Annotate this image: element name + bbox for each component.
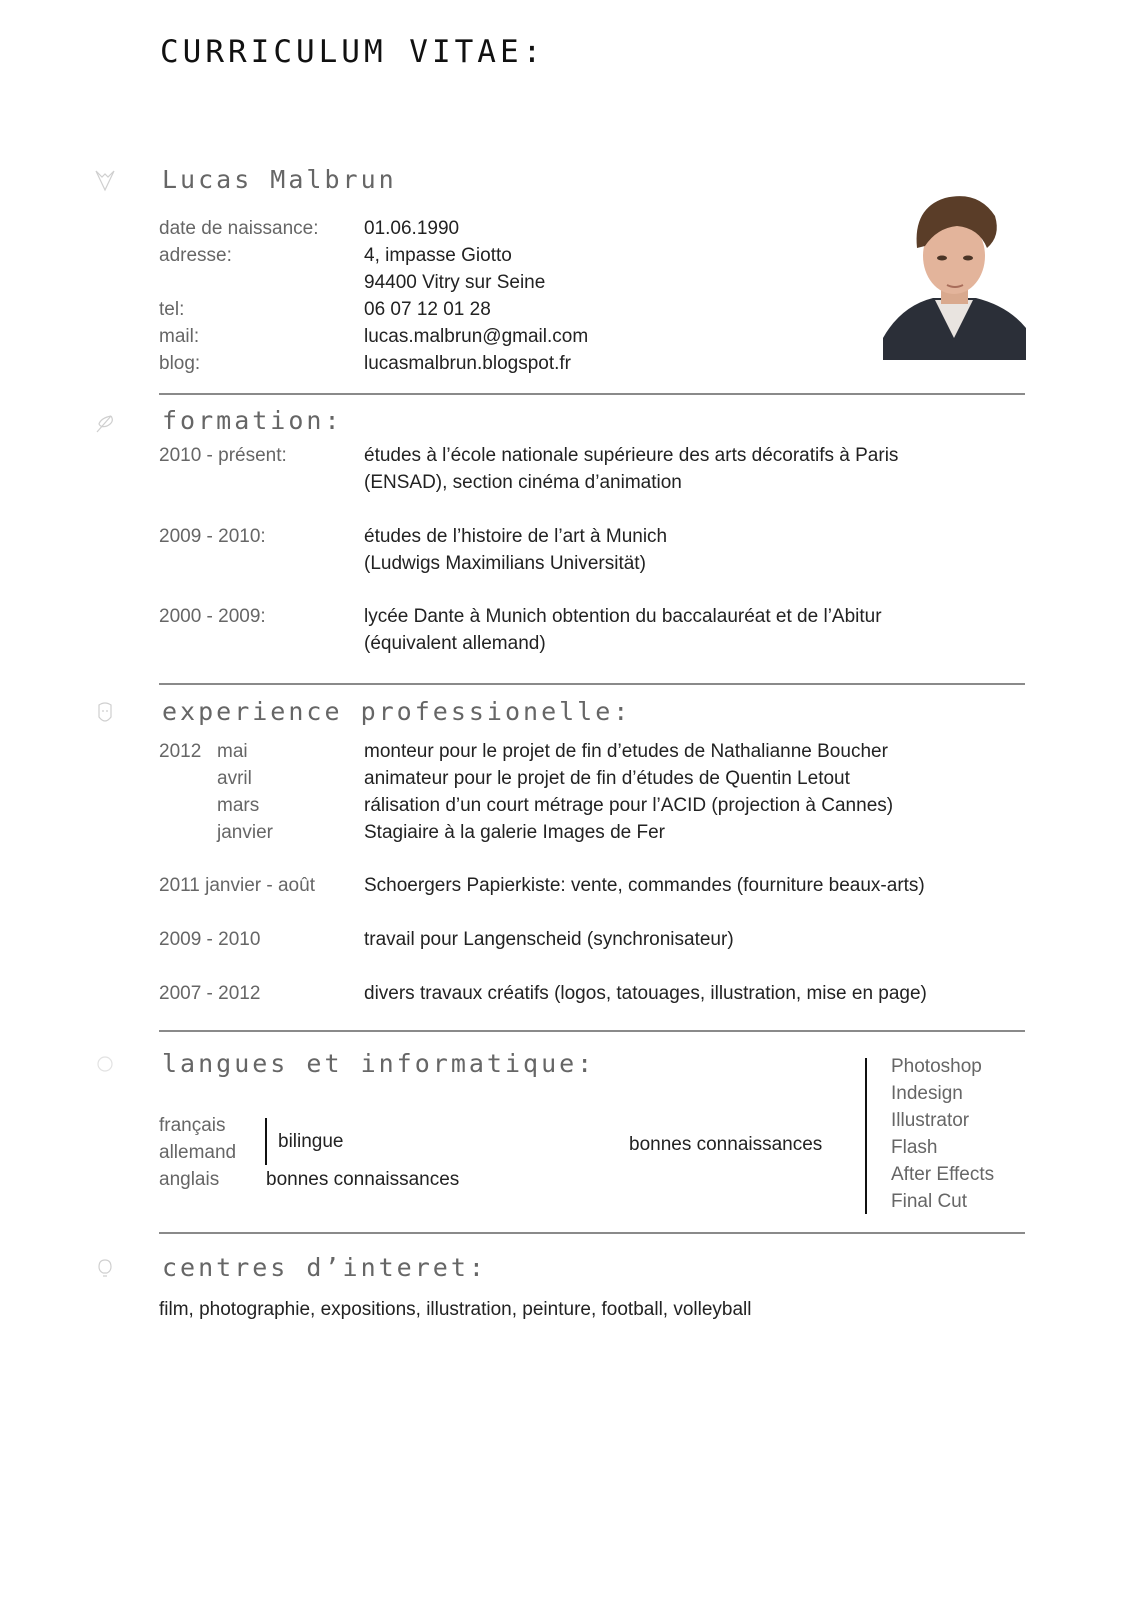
formation-desc-line1: études de l’histoire de l’art à Munich	[364, 526, 668, 547]
formation-date: 2009 - 2010:	[159, 526, 266, 547]
experience-desc: travail pour Langenscheid (synchronisateur)	[364, 929, 734, 950]
language-german: allemand	[159, 1142, 237, 1163]
level-english: bonnes connaissances	[266, 1169, 460, 1190]
experience-desc: Stagiaire à la galerie Images de Fer	[364, 822, 665, 843]
formation-desc-line2: (Ludwigs Maximilians Universität)	[364, 553, 646, 574]
experience-year: 2012	[159, 741, 202, 762]
level-bilingual: bilingue	[278, 1131, 344, 1152]
tel-label: tel:	[159, 299, 185, 320]
divider	[159, 1030, 1025, 1032]
software-bracket	[865, 1058, 867, 1214]
divider	[159, 393, 1025, 395]
interests-text: film, photographie, expositions, illustration, peinture, football, volleyball	[159, 1299, 752, 1320]
address-label: adresse:	[159, 245, 232, 266]
formation-title: formation:	[162, 406, 343, 435]
software-item: Flash	[891, 1137, 938, 1158]
formation-desc-line2: (équivalent allemand)	[364, 633, 546, 654]
document-title: CURRICULUM VITAE:	[160, 34, 546, 70]
formation-desc-line1: lycée Dante à Munich obtention du baccalauréat et de l’Abitur	[364, 606, 882, 627]
divider	[159, 683, 1025, 685]
person-name: Lucas Malbrun	[162, 165, 397, 194]
divider	[159, 1232, 1025, 1234]
experience-desc: rálisation d’un court métrage pour l’ACID (projection à Cannes)	[364, 795, 894, 816]
bird-icon	[93, 1052, 117, 1078]
software-item: Indesign	[891, 1083, 963, 1104]
tel-value: 06 07 12 01 28	[364, 299, 491, 320]
lightbulb-icon	[93, 1256, 117, 1282]
experience-title: experience professionelle:	[162, 697, 632, 726]
experience-desc: Schoergers Papierkiste: vente, commandes (fourniture beaux-arts)	[364, 875, 925, 896]
blog-label: blog:	[159, 353, 201, 374]
level-software: bonnes connaissances	[629, 1134, 823, 1155]
languages-title: langues et informatique:	[162, 1049, 596, 1078]
software-item: After Effects	[891, 1164, 995, 1185]
language-bracket	[265, 1118, 267, 1165]
experience-month: mars	[217, 795, 260, 816]
formation-date: 2010 - présent:	[159, 445, 287, 466]
interests-title: centres d’interet:	[162, 1253, 487, 1282]
experience-month: avril	[217, 768, 252, 789]
mask-icon	[93, 701, 117, 727]
birth-value: 01.06.1990	[364, 218, 460, 239]
feather-icon	[93, 410, 117, 436]
language-french: français	[159, 1115, 226, 1136]
experience-date: 2009 - 2010	[159, 929, 261, 950]
software-item: Illustrator	[891, 1110, 970, 1131]
experience-date: 2011 janvier - août	[159, 875, 315, 896]
address-line1: 4, impasse Giotto	[364, 245, 512, 266]
address-line2: 94400 Vitry sur Seine	[364, 272, 546, 293]
fox-head-icon	[93, 168, 117, 194]
experience-desc: monteur pour le projet de fin d’etudes de Nathalianne Boucher	[364, 741, 888, 762]
blog-value[interactable]: lucasmalbrun.blogspot.fr	[364, 353, 571, 374]
experience-date: 2007 - 2012	[159, 983, 261, 1004]
mail-value[interactable]: lucas.malbrun@gmail.com	[364, 326, 589, 347]
experience-desc: animateur pour le projet de fin d’études de Quentin Letout	[364, 768, 850, 789]
formation-date: 2000 - 2009:	[159, 606, 266, 627]
software-item: Photoshop	[891, 1056, 982, 1077]
experience-desc: divers travaux créatifs (logos, tatouages, illustration, mise en page)	[364, 983, 927, 1004]
profile-photo	[883, 188, 1026, 360]
formation-desc-line2: (ENSAD), section cinéma d’animation	[364, 472, 682, 493]
formation-desc-line1: études à l’école nationale supérieure des arts décoratifs à Paris	[364, 445, 899, 466]
software-item: Final Cut	[891, 1191, 968, 1212]
mail-label: mail:	[159, 326, 200, 347]
birth-label: date de naissance:	[159, 218, 319, 239]
language-english: anglais	[159, 1169, 220, 1190]
experience-month: janvier	[217, 822, 273, 843]
experience-month: mai	[217, 741, 248, 762]
